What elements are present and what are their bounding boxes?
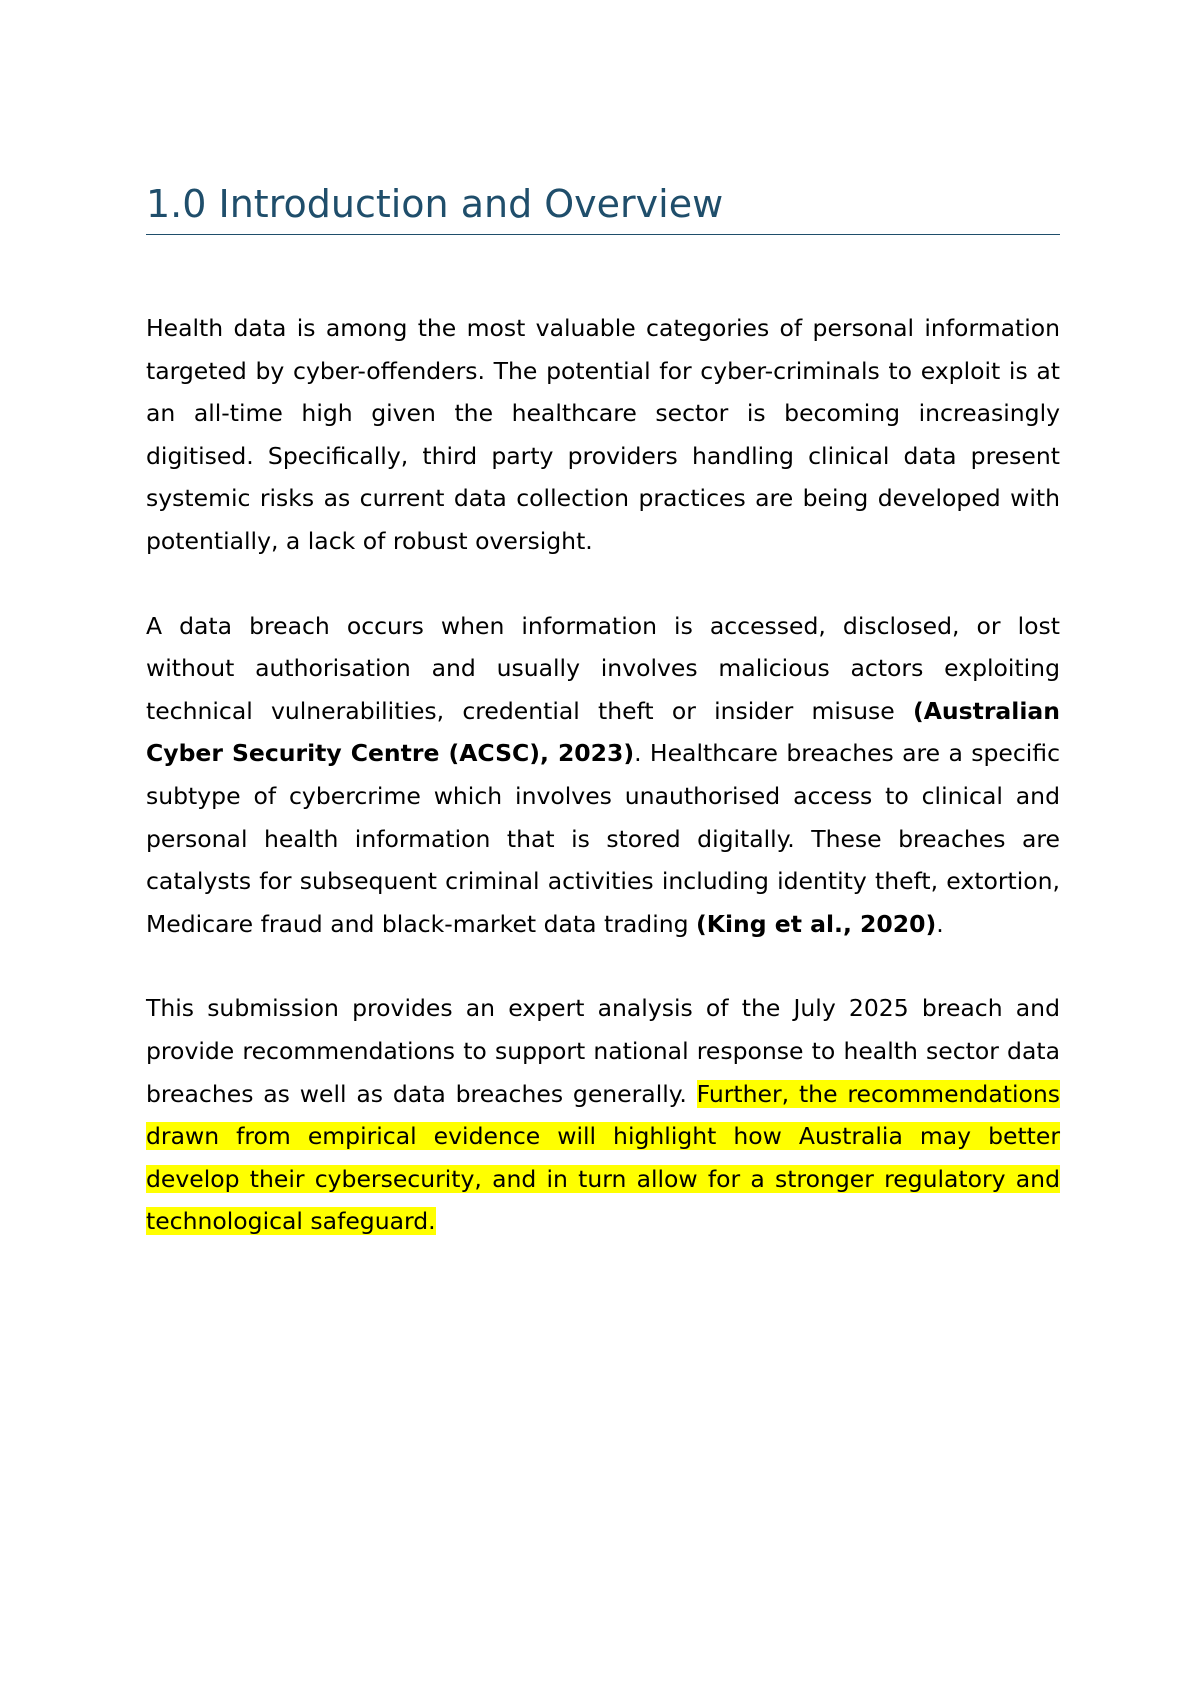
document-content bbox=[146, 178, 1060, 1243]
section-heading: 1.0 Introduction and Overview bbox=[146, 178, 1060, 235]
highlighted-text: Further, the recommendations drawn from empirical evidence will highlight how Australia may better develop their cybersecurity, and in turn allow for a stronger regulatory and technological safeguard. bbox=[146, 1079, 1060, 1236]
intro-paragraph: Health data is among the most valuable categories of personal information targeted by cyber-offenders. The potential for cyber-criminals to exploit is at an all-time high given the healthcare sector is becoming increasingly digitised. Specifically, third party providers handling clinical data present systemic risks as current data collection practices are being developed with potentially, a lack of robust oversight. bbox=[146, 314, 1060, 555]
paragraph-text: . bbox=[936, 909, 944, 938]
citation-king: (King et al., 2020) bbox=[696, 909, 937, 938]
citation-acsc: (Australian Cyber Security Centre (ACSC), 2023) bbox=[146, 696, 1060, 768]
submission-paragraph bbox=[146, 987, 1060, 1243]
paragraph-text: . Healthcare breaches are a specific subtype of cybercrime which involves unauthorised access to clinical and personal health information that is stored digitally. These breaches are catalysts for subsequent criminal activities including identity theft, extortion, Medicare fraud and black-market data trading bbox=[146, 739, 1060, 938]
paragraph-text: This submission provides an expert analysis of the July 2025 breach and provide recommendations to support national response to health sector data breaches as well as data breaches generally. bbox=[146, 994, 1060, 1108]
paragraph-text: A data breach occurs when information is accessed, disclosed, or lost without authorisation and usually involves malicious actors exploiting technical vulnerabilities, credential theft or insider misuse bbox=[146, 611, 1060, 725]
data-breach-paragraph bbox=[146, 605, 1060, 946]
